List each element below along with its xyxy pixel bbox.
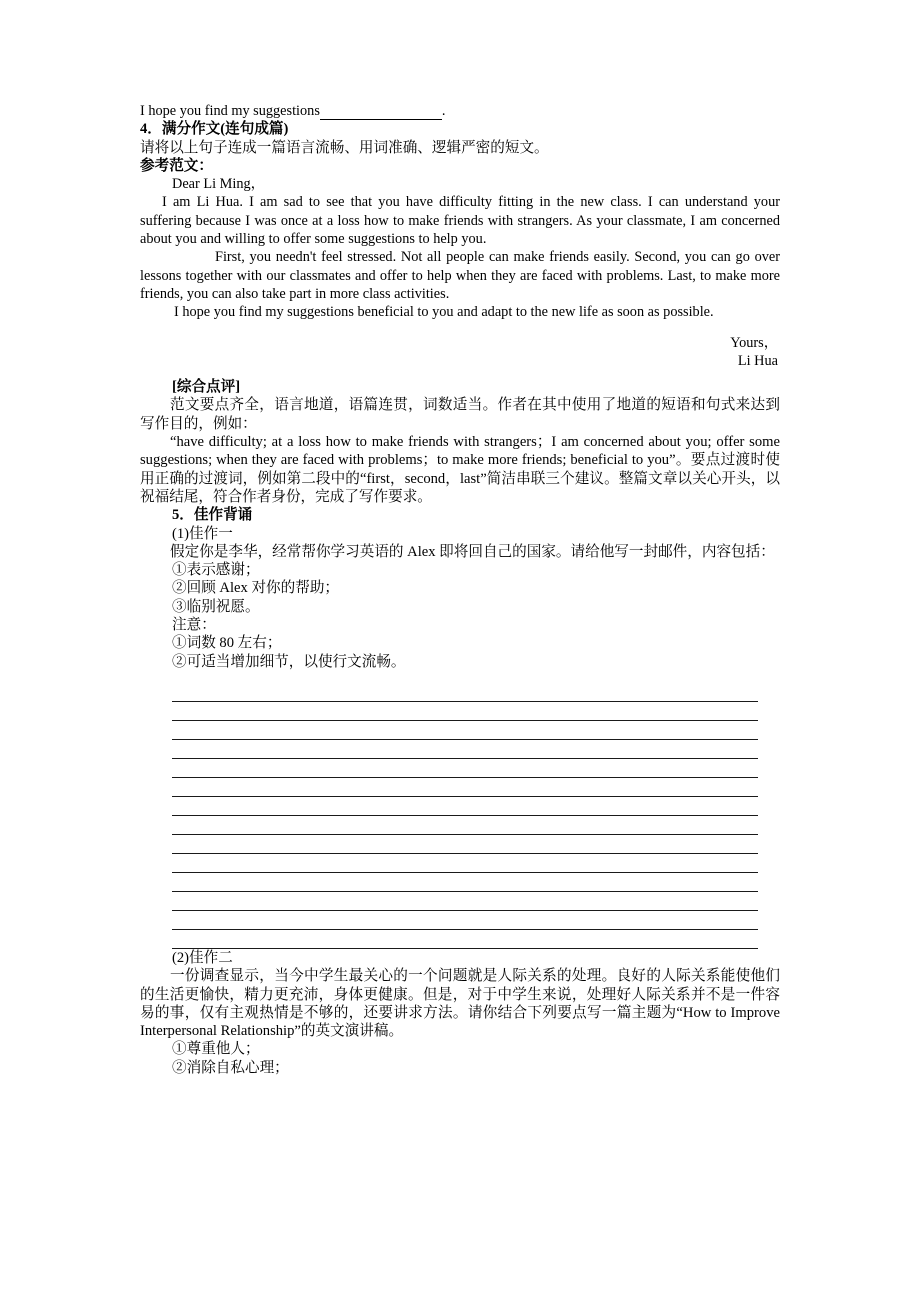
answer-writing-line[interactable] — [172, 797, 758, 816]
essay-salutation: Dear Li Ming， — [172, 176, 265, 193]
essay-paragraph-2: First, you needn't feel stressed. Not all people can make friends easily. Second, you can go over lessons together with our classmates and offer to help when they are faced with problems. Last, to make more friends, you can also take part in more class activities. — [140, 249, 780, 302]
excellent-essay-1-notes-label: 注意： — [172, 617, 216, 634]
excellent-essay-1-note-1: ①词数 80 左右； — [172, 635, 282, 652]
model-essay-label: 参考范文： — [140, 157, 213, 174]
carryover-sentence — [140, 102, 780, 120]
essay-paragraph-3: I hope you find my suggestions beneficial to you and adapt to the new life as soon as possible. — [174, 304, 714, 321]
essay-sign-name: Li Hua — [737, 352, 778, 369]
overall-comment-paragraph-2: “have difficulty; at a loss how to make friends with strangers；I am concerned about you; offer some suggestions; when they are faced with problems；to make more friends; beneficial to you”。要点过渡时使用正确的过渡词，例如第二段中的“first，second，last”简洁串联三个建议。整篇文章以关心开头，以祝福结尾，符合作者身份，完成了写作要求。 — [140, 434, 780, 505]
section-4-heading: 4．满分作文(连句成篇) — [140, 121, 289, 138]
essay-paragraph-1: I am Li Hua. I am sad to see that you have difficulty fitting in the new class. I can understand your suffering because I was once at a loss how to make friends with strangers. As your classmate, I am concerned about you and willing to offer some suggestions to help you. — [140, 194, 780, 248]
document-page — [140, 102, 780, 1077]
answer-writing-line[interactable] — [172, 683, 758, 702]
excellent-essay-1-note-2: ②可适当增加细节，以使行文流畅。 — [172, 653, 406, 670]
answer-writing-line[interactable] — [172, 873, 758, 892]
section-4-instruction: 请将以上句子连成一篇语言流畅、用词准确、逻辑严密的短文。 — [140, 139, 549, 156]
excellent-essay-2-point-2: ②消除自私心理； — [172, 1059, 289, 1076]
essay-sign-off: Yours， — [730, 334, 778, 351]
fill-in-blank[interactable] — [320, 106, 442, 120]
answer-writing-line[interactable] — [172, 816, 758, 835]
answer-writing-line[interactable] — [172, 854, 758, 873]
section-5-heading: 5．佳作背诵 — [172, 507, 253, 524]
excellent-essay-2-prompt: 一份调查显示，当今中学生最关心的一个问题就是人际关系的处理。良好的人际关系能使他们的生活更愉快，精力更充沛，身体更健康。但是，对于中学生来说，处理好人际关系并不是一件容易的事，仅有主观热情是不够的，还要讲求方法。请你结合下列要点写一篇主题为“How to Improve Interpersonal Relationship”的英文演讲稿。 — [140, 968, 780, 1040]
overall-comment-paragraph-1: 范文要点齐全，语言地道，语篇连贯，词数适当。作者在其中使用了地道的短语和句式来达到写作目的，例如： — [140, 397, 780, 432]
excellent-essay-1-label: (1)佳作一 — [172, 525, 233, 542]
excellent-essay-1-prompt: 假定你是李华，经常帮你学习英语的 Alex 即将回自己的国家。请给他写一封邮件，内容包括： — [170, 543, 775, 560]
answer-writing-line[interactable] — [172, 721, 758, 740]
excellent-essay-1-point-3: ③临别祝愿。 — [172, 598, 260, 615]
overall-comment-label: [综合点评] — [172, 379, 241, 396]
answer-writing-line[interactable] — [172, 740, 758, 759]
carryover-sentence-suffix: . — [441, 103, 446, 119]
excellent-essay-2-point-1: ①尊重他人； — [172, 1041, 260, 1058]
answer-writing-line[interactable] — [172, 759, 758, 778]
answer-writing-line[interactable] — [172, 930, 758, 949]
answer-writing-line[interactable] — [172, 835, 758, 854]
carryover-sentence-prefix: I hope you find my suggestions — [140, 103, 320, 119]
excellent-essay-2-label: (2)佳作二 — [172, 949, 233, 966]
answer-writing-line[interactable] — [172, 702, 758, 721]
answer-writing-line[interactable] — [172, 892, 758, 911]
excellent-essay-1-point-1: ①表示感谢； — [172, 562, 260, 579]
excellent-essay-1-point-2: ②回顾 Alex 对你的帮助； — [172, 580, 340, 597]
answer-writing-line[interactable] — [172, 911, 758, 930]
answer-writing-line[interactable] — [172, 778, 758, 797]
answer-writing-lines[interactable] — [140, 683, 780, 949]
